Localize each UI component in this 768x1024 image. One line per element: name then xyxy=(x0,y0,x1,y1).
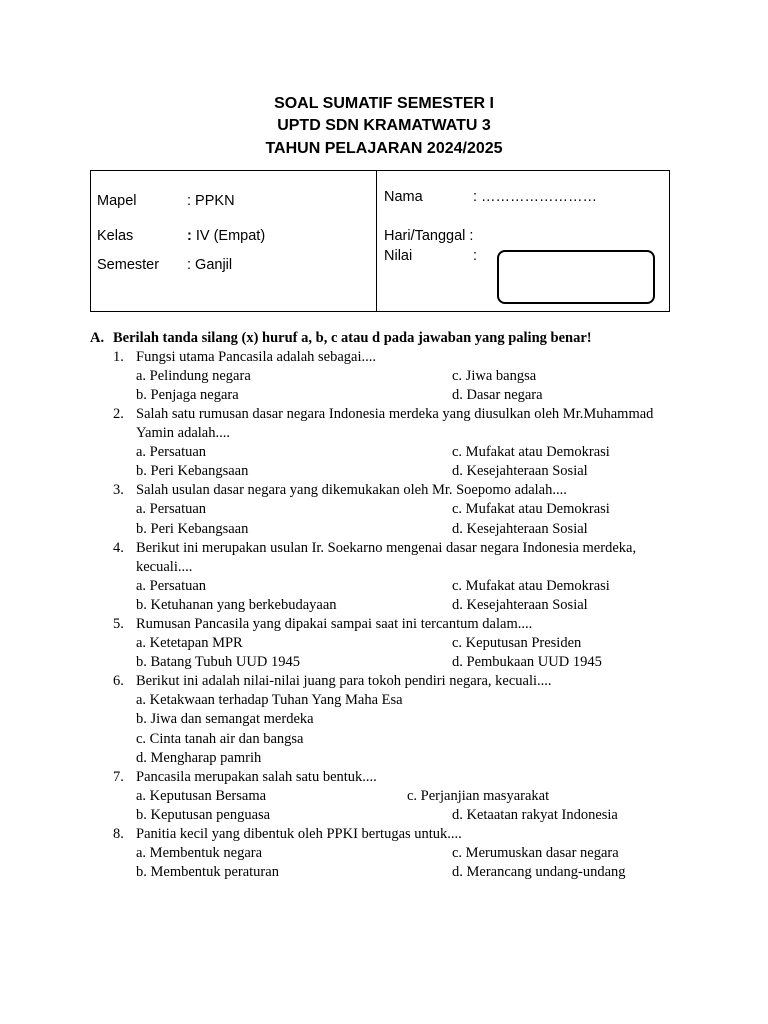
nilai-label: Nilai xyxy=(384,248,413,264)
header-title-line1: SOAL SUMATIF SEMESTER I xyxy=(274,95,494,112)
section-instruction xyxy=(90,329,592,348)
question-text: Berikut ini adalah nilai-nilai juang para tokoh pendiri negara, kecuali.... xyxy=(136,673,552,689)
option-d[interactable]: d. Merancang undang-undang xyxy=(452,864,626,880)
option-c[interactable]: c. Jiwa bangsa xyxy=(452,368,537,384)
option-b[interactable]: b. Jiwa dan semangat merdeka xyxy=(136,711,314,727)
question-number: 4. xyxy=(113,540,124,556)
option-b[interactable]: b. Keputusan penguasa xyxy=(136,807,271,823)
option-b[interactable]: b. Membentuk peraturan xyxy=(136,864,279,880)
semester-value: : Ganjil xyxy=(187,257,233,273)
option-c[interactable]: c. Mufakat atau Demokrasi xyxy=(452,578,610,594)
mapel-label: Mapel xyxy=(97,193,137,209)
question-text: Salah usulan dasar negara yang dikemukakan oleh Mr. Soepomo adalah.... xyxy=(136,482,567,498)
option-a[interactable]: a. Pelindung negara xyxy=(136,368,251,384)
question-text: Fungsi utama Pancasila adalah sebagai.... xyxy=(136,349,376,365)
option-d[interactable]: d. Kesejahteraan Sosial xyxy=(452,521,588,537)
option-a[interactable]: a. Ketetapan MPR xyxy=(136,635,243,651)
kelas-label: Kelas xyxy=(97,228,134,244)
question-number: 1. xyxy=(113,349,124,365)
option-d[interactable]: d. Kesejahteraan Sosial xyxy=(452,597,588,613)
question-text: Rumusan Pancasila yang dipakai sampai saat ini tercantum dalam.... xyxy=(136,616,533,632)
option-a[interactable]: a. Keputusan Bersama xyxy=(136,788,267,804)
option-c[interactable]: c. Cinta tanah air dan bangsa xyxy=(136,731,304,747)
option-a[interactable]: a. Persatuan xyxy=(136,578,207,594)
option-c[interactable]: c. Mufakat atau Demokrasi xyxy=(452,444,610,460)
question-text: Panitia kecil yang dibentuk oleh PPKI bertugas untuk.... xyxy=(136,826,462,842)
question-text: Salah satu rumusan dasar negara Indonesia merdeka yang diusulkan oleh Mr.Muhammad xyxy=(136,406,654,422)
option-c[interactable]: c. Perjanjian masyarakat xyxy=(407,788,550,804)
question-text: Pancasila merupakan salah satu bentuk.... xyxy=(136,769,377,785)
question-number: 2. xyxy=(113,406,124,422)
option-a[interactable]: a. Persatuan xyxy=(136,444,207,460)
option-d[interactable]: d. Ketaatan rakyat Indonesia xyxy=(452,807,618,823)
mapel-value: : PPKN xyxy=(187,193,235,209)
kelas-text: IV (Empat) xyxy=(191,228,266,244)
option-b[interactable]: b. Batang Tubuh UUD 1945 xyxy=(136,654,300,670)
option-c[interactable]: c. Keputusan Presiden xyxy=(452,635,582,651)
hari-tanggal-label: Hari/Tanggal : xyxy=(384,228,474,244)
question-text-continued: Yamin adalah.... xyxy=(136,425,230,441)
option-c[interactable]: c. Merumuskan dasar negara xyxy=(452,845,619,861)
question-number: 7. xyxy=(113,769,124,785)
question-number: 5. xyxy=(113,616,124,632)
option-c[interactable]: c. Mufakat atau Demokrasi xyxy=(452,501,610,517)
semester-label: Semester xyxy=(97,257,160,273)
identity-box-divider xyxy=(376,170,377,312)
score-box[interactable] xyxy=(497,250,655,304)
nama-value: : …………………… xyxy=(473,189,598,205)
question-number: 6. xyxy=(113,673,124,689)
nilai-colon: : xyxy=(473,248,478,264)
option-a[interactable]: a. Persatuan xyxy=(136,501,207,517)
option-d[interactable]: d. Dasar negara xyxy=(452,387,543,403)
option-d[interactable]: d. Kesejahteraan Sosial xyxy=(452,463,588,479)
question-text: Berikut ini merupakan usulan Ir. Soekarno mengenai dasar negara Indonesia merdeka, xyxy=(136,540,637,556)
question-number: 3. xyxy=(113,482,124,498)
question-number: 8. xyxy=(113,826,124,842)
option-a[interactable]: a. Membentuk negara xyxy=(136,845,263,861)
section-instruction-text: Berilah tanda silang (x) huruf a, b, c atau d pada jawaban yang paling benar! xyxy=(113,330,592,346)
nama-label: Nama xyxy=(384,189,423,205)
option-d[interactable]: d. Mengharap pamrih xyxy=(136,750,262,766)
option-b[interactable]: b. Peri Kebangsaan xyxy=(136,463,249,479)
kelas-value xyxy=(187,227,265,245)
question-text-continued: kecuali.... xyxy=(136,559,193,575)
option-b[interactable]: b. Ketuhanan yang berkebudayaan xyxy=(136,597,337,613)
option-b[interactable]: b. Peri Kebangsaan xyxy=(136,521,249,537)
kelas-colon: : xyxy=(187,228,192,244)
header-title-line3: TAHUN PELAJARAN 2024/2025 xyxy=(265,140,503,157)
section-letter: A. xyxy=(90,330,105,346)
option-d[interactable]: d. Pembukaan UUD 1945 xyxy=(452,654,602,670)
header-title-line2: UPTD SDN KRAMATWATU 3 xyxy=(277,117,491,134)
option-b[interactable]: b. Penjaga negara xyxy=(136,387,239,403)
option-a[interactable]: a. Ketakwaan terhadap Tuhan Yang Maha Esa xyxy=(136,692,403,708)
